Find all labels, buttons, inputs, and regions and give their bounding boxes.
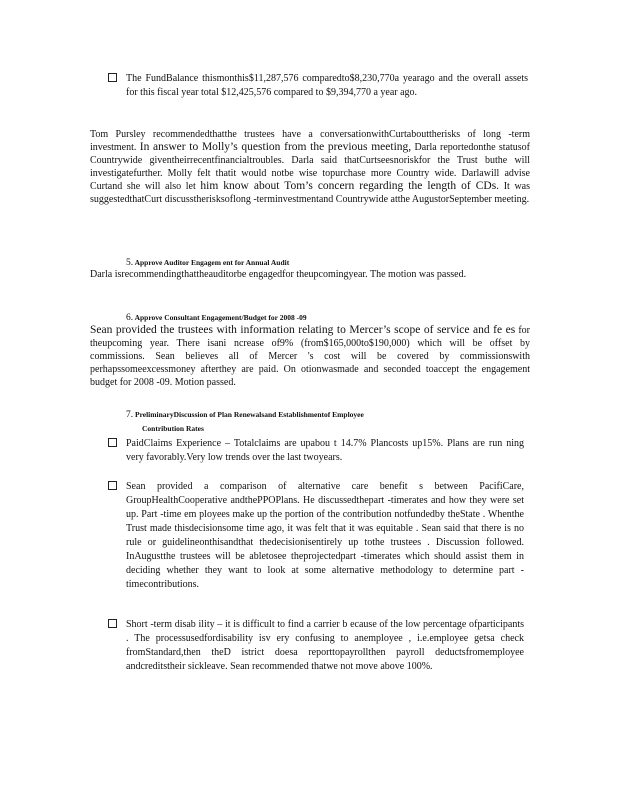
item7-heading [126,408,526,435]
paid-claims-text: PaidClaims Experience – Totalclaims are upabou t 14.7% Plancosts up15%. Plans are run ning very favorably.Very low trends over the last twoyears. [126,438,524,463]
item-number: 5. [126,258,134,268]
checkbox-bullet-icon [108,438,117,447]
item5-text: Darla isrecommendingthattheauditorbe engagedfor theupcomingyear. The motion was passed. [90,269,467,280]
checkbox-bullet-icon [108,481,117,490]
paragraph-text: Darla reportedonthe statusof Countrywide giventheirrecentfinancialtroubles. Darla said thatCurtseesnoriskfor the Trust buthe will investigatefurther. Molly felt thatit would notbe wise topurchase more Country wide. Darlawill advise Curtand she will also let [90,142,531,192]
item6-heading [126,313,307,323]
item-heading-text: Approve Auditor Engagem ent for Annual Audit [134,258,290,267]
paragraph-text: Tom Pursley recommendedthatthe trustees have a conversationwithCurtabouttherisks of long -term investment. [90,129,530,153]
checkbox-bullet-icon [108,619,117,628]
sean-comparison-item [108,480,524,592]
item-number: 7. [126,410,134,420]
fund-balance-text: The FundBalance thismonthis$11,287,576 comparedto$8,230,770a yearago and the overall assets for this fiscal year total $12,425,576 compared to $9,394,770 a year ago. [126,73,528,98]
paragraph-text: In answer to Molly’s question from the previous meeting, [139,141,412,153]
tom-pursley-paragraph [90,128,530,206]
item5-heading [126,258,289,268]
paragraph-text: him know about Tom’s concern regarding the length of CDs. [200,180,500,192]
item6-paragraph [90,324,530,389]
item-heading-text: PreliminaryDiscussion of Plan Renewalsand Establishmentof Employee [135,410,364,419]
checkbox-bullet-icon [108,73,117,82]
item-heading-text: Approve Consultant Engagement/Budget for 2008 -09 [134,313,307,322]
short-term-disability-item [108,618,524,674]
item-number: 6. [126,313,134,323]
short-term-disability-text: Short -term disab ility – it is difficult to find a carrier b ecause of the low percentage ofparticipants . The processusedfordisability isv ery confusing to anemployee , i.e.employee getsa check fromStandard,then theD istrict doesa reporttopayrollthen payroll deductsfromemployee andcreditstheir sickleave. Sean recommended thatwe not move above 100%. [126,619,524,672]
sean-comparison-text: Sean provided a comparison of alternative care benefit s between PacifiCare, GroupHealthCooperative andthePPOPlans. He discussedthepart -timerates and how they were set up. Part -time em ployees make up the portion of the contribution notfundedby theState . Whenthe Trust made thisdecisionsome time ago, it was felt that it was equitable . Sean said that there is no rule or guidelineonthisandthat thedecisionisentirely up tothe trustees . Discussion followed. InAugustthe trustees will be abletosee theprojectedpart -timerates which should assist them in deciding whether they want to look at some alternative methodology to determine part -timecontributions. [126,481,524,590]
paragraph-text: for theupcoming year. There isani ncrease of9% (from$165,000to$190,000) which will be offset by commissions. Sean believes all of Mercer 's cost will be covered by commissionswith perhapssomeexcessmoney afterthey are paid. On otionwasmade and seconded toaccept the engagement budget for 2008 -09. Motion passed. [90,325,530,388]
fund-balance-item [108,72,528,100]
paragraph-text: Sean provided the trustees with information relating to Mercer’s scope of service and fe es [90,324,516,336]
item-heading-text: Contribution Rates [142,424,204,433]
paragraph-text: It was suggestedthatCurt discusstherisksoflong -terminvestmentand Countrywide atthe AugustorSeptember meeting. [90,181,531,205]
paid-claims-item [108,437,524,465]
